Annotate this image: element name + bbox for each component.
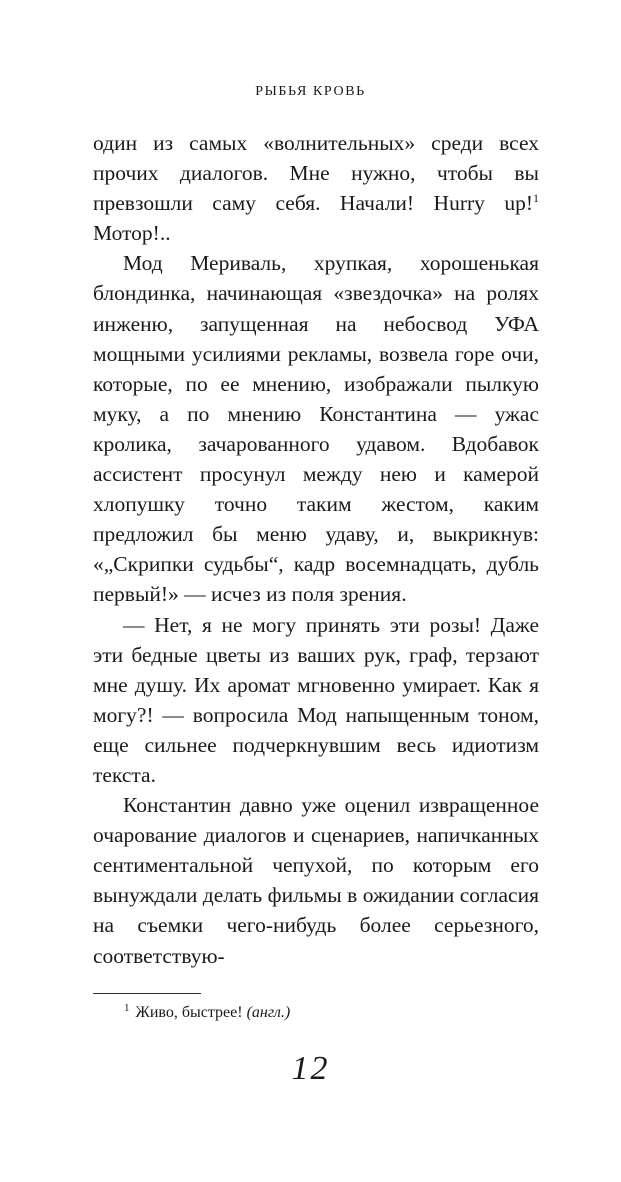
paragraph-3: — Нет, я не могу принять эти розы! Даже эти бедные цветы из ваших рук, граф, терзают мне душу. Их аромат мгновенно умирает. Как я могу?! — вопросила Мод напыщенным тоном, еще сильнее подчеркнувшим весь идиотизм текста. (93, 612, 539, 787)
paragraph-1-text: один из самых «волнительных» среди всех прочих диалогов. Мне нужно, чтобы вы превзошли саму себя. Начали! Hurry up! (93, 131, 539, 216)
paragraph-2: Мод Мериваль, хрупкая, хорошенькая блондинка, начинающая «звездочка» на ролях инженю, запущенная на небосвод УФА мощными усилиями рекламы, возвела горе очи, которые, по ее мнению, изображали пылкую муку, а по мнению Константина — ужас кролика, зачарованного удавом. Вдобавок ассистент просунул между нею и камерой хлопушку точно таким жестом, каким предложил бы меню удаву, и, выкрикнув: «„Скрипки судьбы“, кадр восемнадцать, дубль первый!» — исчез из поля зрения. (93, 251, 539, 607)
page-number: 12 (291, 1050, 330, 1087)
footnote-mark: 1 (124, 1001, 130, 1014)
footnote-reference[interactable]: 1 (533, 191, 539, 206)
paragraph-4: Константин давно уже оценил изврaщенное очарование диалогов и сценариев, напичканных сентиментальной чепухой, по которым его вынуждали делать фильмы в ожидании согласия на съемки чего-нибудь более серьезного, соответствую- (93, 793, 539, 968)
paragraph-1-tail: Мотор!.. (93, 221, 171, 246)
footnote-language-note: (англ.) (246, 1004, 291, 1021)
body-text (93, 128, 539, 971)
footnote-text: Живо, быстрее! (135, 1004, 243, 1021)
paragraph-1 (93, 128, 539, 248)
footnote-rule (93, 993, 201, 994)
footnote (124, 1003, 290, 1023)
running-head: РЫБЬЯ КРОВЬ (255, 84, 366, 99)
